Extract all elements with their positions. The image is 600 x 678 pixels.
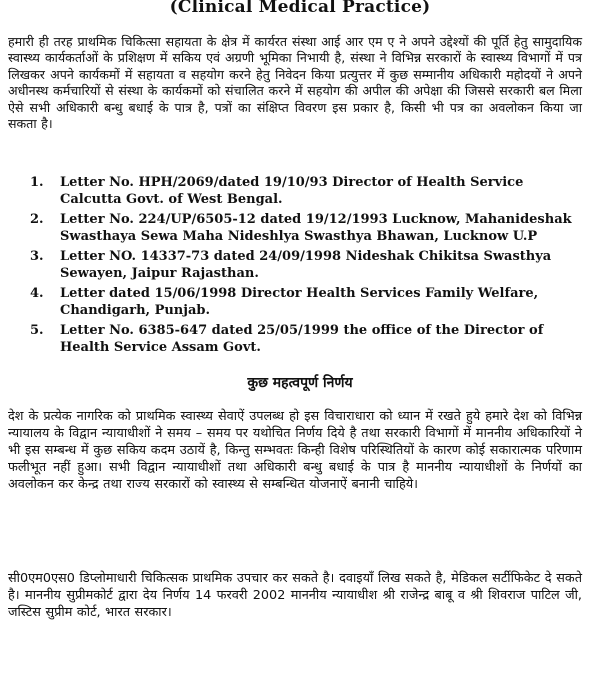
list-item-text: Letter No. 6385-647 dated 25/05/1999 the office of the Director of Health Service Assam Govt. xyxy=(60,323,544,355)
letters-list xyxy=(30,174,586,359)
list-item-text: Letter NO. 14337-73 dated 24/09/1998 Nideshak Chikitsa Swasthya Sewayen, Jaipur Rajasthan. xyxy=(60,249,552,281)
decisions-paragraph: देश के प्रत्येक नागरिक को प्राथमिक स्वास्थ्य सेवाऐं उपलब्ध हो इस विचाराधारा को ध्यान में रखते हुये हमारे देश को विभिन्न न्यायालय के विद्वान न्यायाधीशों ने समय – समय पर यथोचित निर्णय दिये है तथा सरकारी विभागों में माननीय अधिकारियों ने भी इस सम्बन्ध में कुछ सकिय कदम उठायें है, किन्तु सम्भवतः किन्ही विशेष परिस्थितियों के कारण कोई सकारात्मक परिणाम फलीभूत नहीं हुआ। सभी विद्वान न्यायाधीशों तथा अधिकारी बन्धु बधाई के पात्र है माननीय न्यायाधीशों के निर्णयों का अवलोकन कर केन्द्र तथा राज्य सरकारों को स्वास्थ्य से सम्बन्धित योजनाऐं बनानी चाहिये। xyxy=(8,409,582,492)
list-item-text: Letter No. HPH/2069/dated 19/10/93 Director of Health Service Calcutta Govt. of West Bengal. xyxy=(60,175,524,207)
list-item-number: 4. xyxy=(30,286,44,301)
list-item xyxy=(30,248,586,282)
list-item xyxy=(30,211,586,245)
list-item-number: 3. xyxy=(30,249,44,264)
list-item-number: 1. xyxy=(30,175,44,190)
section-heading: कुछ महत्वपूर्ण निर्णय xyxy=(247,375,353,391)
list-item xyxy=(30,174,586,208)
final-paragraph: सी0एम0एस0 डिप्लोमाधारी चिकित्सक प्राथमिक उपचार कर सकते है। दवाइयाँ लिख सकते है, मेडिकल सर्टीफिकेट दे सकते है। माननीय सुप्रीमकोर्ट द्वारा देय निर्णय 14 फरवरी 2002 माननीय न्यायाधीश श्री राजेन्द्र बाबू व श्री शिवराज पाटिल जी, जस्टिस सुप्रीम कोर्ट, भारत सरकार। xyxy=(8,571,582,620)
document-title: (Clinical Medical Practice) xyxy=(169,0,431,17)
list-item xyxy=(30,285,586,319)
list-item-text: Letter dated 15/06/1998 Director Health Services Family Welfare, Chandigarh, Punjab. xyxy=(60,286,539,318)
list-item-number: 5. xyxy=(30,323,44,338)
list-item-text: Letter No. 224/UP/6505-12 dated 19/12/1993 Lucknow, Mahanideshak Swasthaya Sewa Maha Nideshlya Swasthya Bhawan, Lucknow U.P xyxy=(60,212,572,244)
list-item-number: 2. xyxy=(30,212,44,227)
intro-paragraph: हमारी ही तरह प्राथमिक चिकित्सा सहायता के क्षेत्र में कार्यरत संस्था आई आर एम ए ने अपने उद्देश्यों की पूर्ति हेतु सामुदायिक स्वास्थ्य कार्यकर्ताओं के प्रशिक्षण में सकिय एवं अग्रणी भूमिका निभायी है, संस्था ने विभिन्न सरकारों के स्वास्थ्य विभागों में पत्र लिखकर अपने कार्यकमों में सहायता व सहयोग करने हेतु निवेदन किया प्रत्युत्तर में कुछ सम्मानीय अधिकारी महोदयों ने अपने अधीनस्थ कर्मचारियों से संस्था के कार्यकमों को संचालित करने में सहयोग की अपील की अपेक्षा की जिससे सरकारी बल मिला ऐसे सभी अधिकारी बन्धु बधाई के पात्र है, पत्रों का संक्षिप्त विवरण इस प्रकार है, किसी भी पत्र का अवलोकन किया जा सकता है। xyxy=(8,34,582,132)
list-item xyxy=(30,322,586,356)
